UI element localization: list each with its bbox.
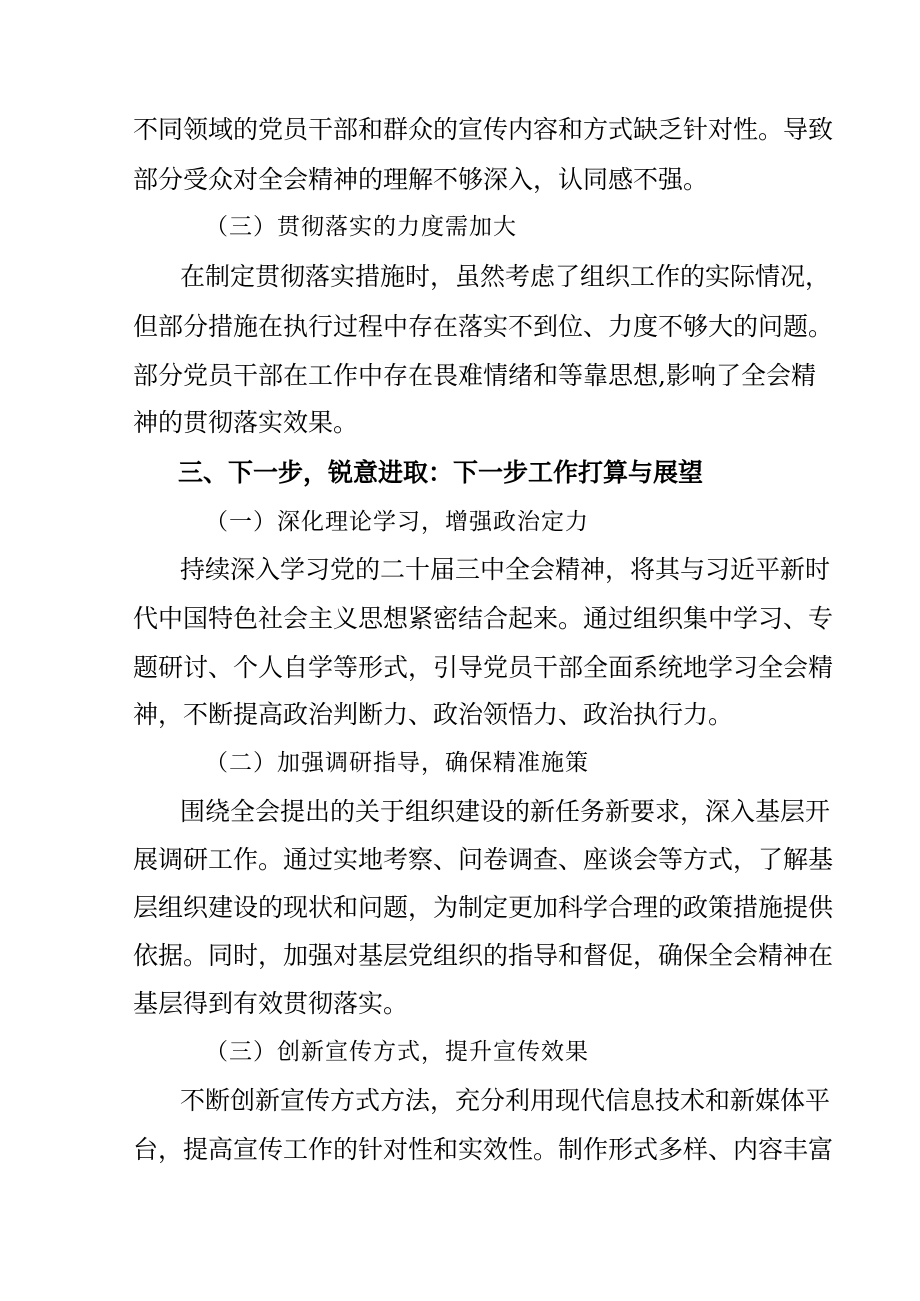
paragraph-line: 围绕全会提出的关于组织建设的新任务新要求，深入基层开 bbox=[180, 797, 831, 826]
paragraph-line: 代中国特色社会主义思想紧密结合起来。通过组织集中学习、专 bbox=[133, 604, 834, 633]
paragraph-line: 展调研工作。通过实地考察、问卷调查、座谈会等方式，了解基 bbox=[133, 845, 834, 874]
subheading-problem-3: （三）贯彻落实的力度需加大 bbox=[205, 214, 517, 240]
paragraph-line: 持续深入学习党的二十届三中全会精神，将其与习近平新时 bbox=[180, 555, 831, 584]
subheading-3: （三）创新宣传方式，提升宣传效果 bbox=[205, 1039, 589, 1065]
subheading-1: （一）深化理论学习，增强政治定力 bbox=[205, 509, 589, 535]
paragraph-line: 在制定贯彻落实措施时，虽然考虑了组织工作的实际情况， bbox=[180, 262, 831, 291]
paragraph-line: 部分党员干部在工作中存在畏难情绪和等靠思想,影响了全会精 bbox=[133, 361, 816, 390]
paragraph-line: 依据。同时，加强对基层党组织的指导和督促，确保全会精神在 bbox=[133, 941, 834, 970]
paragraph-line: 题研讨、个人自学等形式，引导党员干部全面系统地学习全会精 bbox=[133, 653, 834, 682]
paragraph-line: 台，提高宣传工作的针对性和实效性。制作形式多样、内容丰富 bbox=[133, 1135, 834, 1164]
paragraph-line: 不断创新宣传方式方法，充分利用现代信息技术和新媒体平 bbox=[180, 1086, 831, 1115]
paragraph-line: 神，不断提高政治判断力、政治领悟力、政治执行力。 bbox=[133, 700, 734, 729]
subheading-2: （二）加强调研指导，确保精准施策 bbox=[205, 750, 589, 776]
paragraph-line: 但部分措施在执行过程中存在落实不到位、力度不够大的问题。 bbox=[133, 312, 834, 341]
paragraph-line: 神的贯彻落实效果。 bbox=[133, 408, 359, 437]
paragraph-line: 层组织建设的现状和问题，为制定更加科学合理的政策措施提供 bbox=[133, 893, 834, 922]
paragraph-line: 不同领域的党员干部和群众的宣传内容和方式缺乏针对性。导致 bbox=[133, 115, 834, 144]
paragraph-line: 基层得到有效贯彻落实。 bbox=[133, 989, 409, 1018]
section-heading: 三、下一步，锐意进取：下一步工作打算与展望 bbox=[178, 458, 704, 487]
paragraph-line: 部分受众对全会精神的理解不够深入，认同感不强。 bbox=[133, 165, 709, 194]
